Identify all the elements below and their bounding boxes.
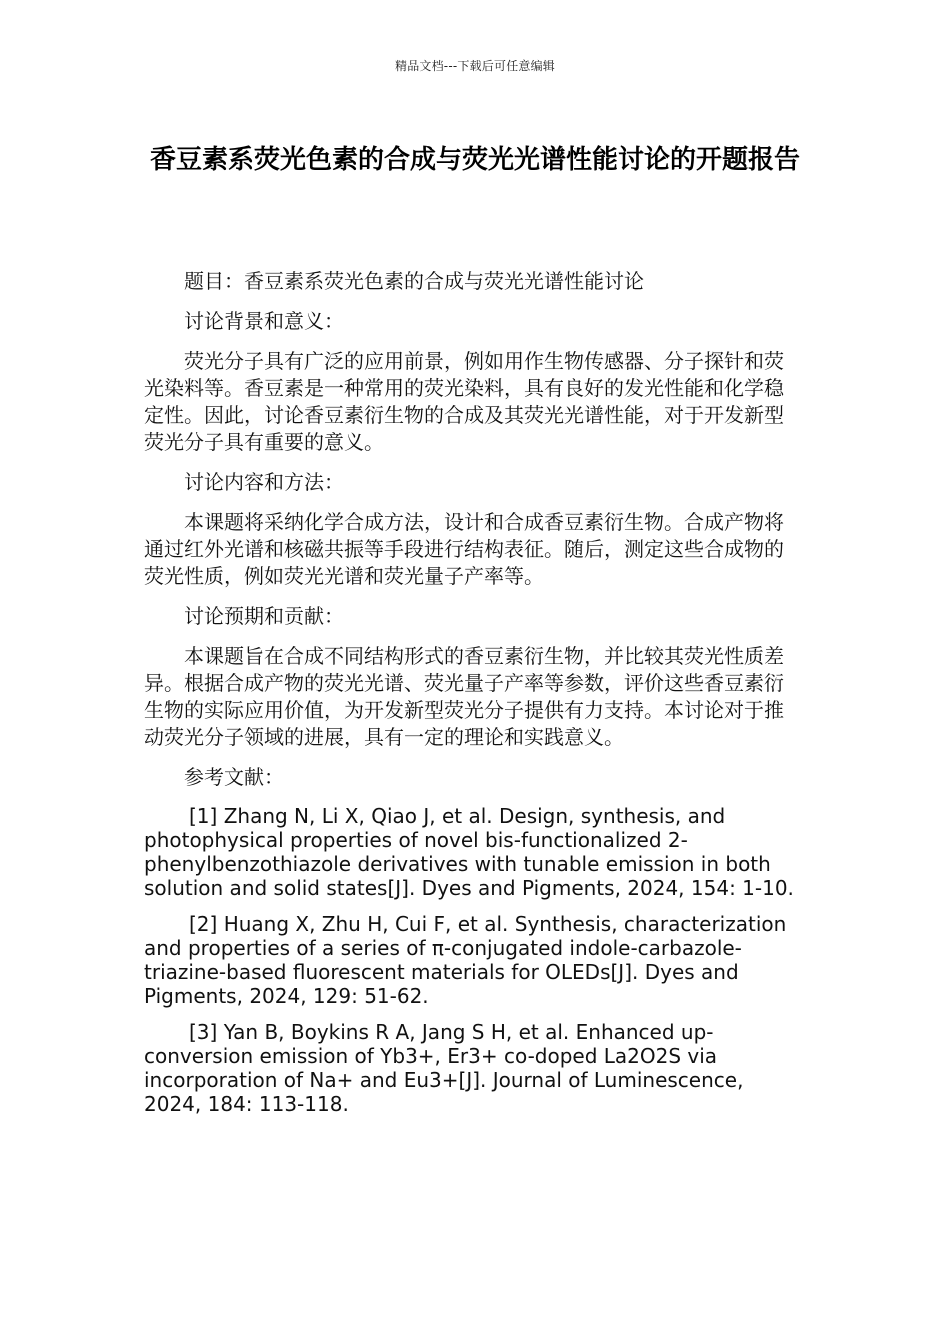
background-heading: 讨论背景和意义： — [184, 309, 344, 333]
reference-item: [1] Zhang N, Li X, Qiao J, et al. Design, synthesis, and photophysical properties of novel bis-functionalized 2-phenylbenzothiazole derivatives with tunable emission in both solution and solid states[J]. Dyes and Pigments, 2024, 154: 1-10. — [144, 804, 794, 900]
topic-line: 题目：香豆素系荧光色素的合成与荧光光谱性能讨论 — [184, 269, 644, 293]
background-paragraph: 荧光分子具有广泛的应用前景，例如用作生物传感器、分子探针和荧光染料等。香豆素是一种常用的荧光染料，具有良好的发光性能和化学稳定性。因此，讨论香豆素衍生物的合成及其荧光光谱性能，对于开发新型荧光分子具有重要的意义。 — [144, 349, 784, 454]
references-heading: 参考文献： — [184, 765, 284, 789]
methods-paragraph: 本课题将采纳化学合成方法，设计和合成香豆素衍生物。合成产物将通过红外光谱和核磁共振等手段进行结构表征。随后，测定这些合成物的荧光性质，例如荧光光谱和荧光量子产率等。 — [144, 510, 784, 588]
document-body — [144, 268, 796, 1128]
document-title: 香豆素系荧光色素的合成与荧光光谱性能讨论的开题报告 — [149, 145, 800, 175]
reference-item: [3] Yan B, Boykins R A, Jang S H, et al. Enhanced up-conversion emission of Yb3+, Er3+ co-doped La2O2S via incorporation of Na+ and Eu3+[J]. Journal of Luminescence, 2024, 184: 113-118. — [144, 1020, 744, 1116]
header-note: 精品文档---下载后可任意编辑 — [395, 59, 555, 73]
expected-heading: 讨论预期和贡献： — [184, 604, 344, 628]
methods-heading: 讨论内容和方法： — [184, 470, 344, 494]
expected-paragraph: 本课题旨在合成不同结构形式的香豆素衍生物，并比较其荧光性质差异。根据合成产物的荧光光谱、荧光量子产率等参数，评价这些香豆素衍生物的实际应用价值，为开发新型荧光分子提供有力支持。本讨论对于推动荧光分子领域的进展，具有一定的理论和实践意义。 — [144, 644, 784, 749]
reference-item: [2] Huang X, Zhu H, Cui F, et al. Synthesis, characterization and properties of a series of π-conjugated indole-carbazole-triazine-based fluorescent materials for OLEDs[J]. Dyes and Pigments, 2024, 129: 51-62. — [144, 912, 787, 1008]
